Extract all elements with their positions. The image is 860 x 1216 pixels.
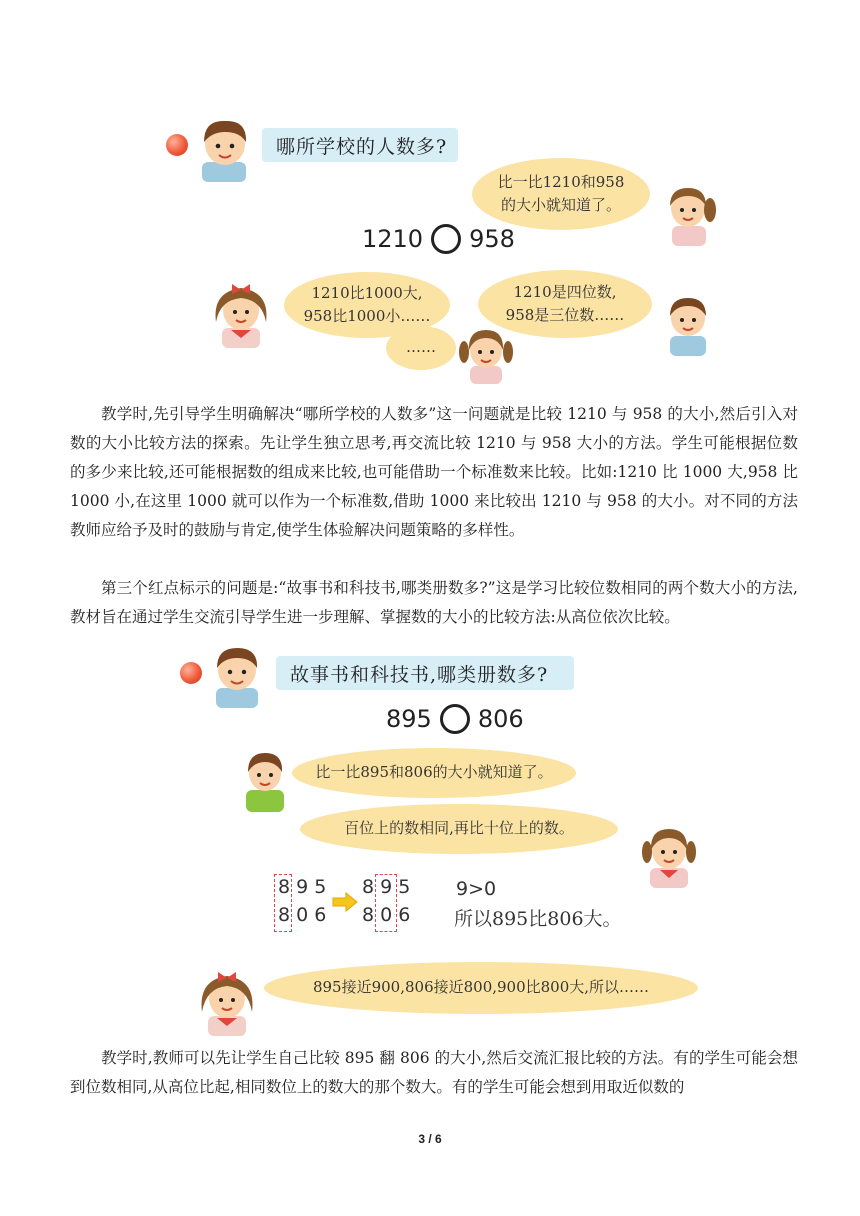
- boy-character-icon: [660, 292, 716, 356]
- result-line-1: 9>0: [456, 878, 497, 900]
- digit-row-bottom: 8 0 6: [278, 904, 327, 926]
- red-dot-icon: [180, 662, 202, 684]
- speech-bubble: 1210比1000大, 958比1000小……: [284, 272, 450, 338]
- question-box-1: [262, 128, 458, 162]
- right-arrow-icon: [332, 892, 358, 912]
- paragraph-2: 第三个红点标示的问题是:“故事书和科技书,哪类册数多?”这是学习比较位数相同的两个数大小的方法,教材旨在通过学生交流引导学生进一步理解、掌握数的大小的比较方法:从高位依次比较。: [70, 579, 798, 626]
- question-box-2: [276, 656, 574, 690]
- question-text: 哪所学校的人数多?: [276, 135, 448, 158]
- speech-bubble: 1210是四位数, 958是三位数……: [478, 270, 652, 338]
- speech-bubble: 百位上的数相同,再比十位上的数。: [300, 804, 618, 854]
- boy-character-icon: [192, 114, 258, 182]
- paragraph-1: 教学时,先引导学生明确解决“哪所学校的人数多”这一问题就是比较 1210 与 958 的大小,然后引入对数的大小比较方法的探索。先让学生独立思考,再交流比较 1210 与 958 大小的方法。学生可能根据位数的多少来比较,还可能根据数的组成来比较,也可能借助一个标准数来比较。比如:1210 比 1000 大,958 比 1000 小,在这里 1000 就可以作为一个标准数,借助 1000 来比较出 1210 与 958 的大小。对不同的方法教师应给予及时的鼓励与肯定,使学生体验解决问题策略的多样性。: [70, 405, 798, 539]
- blank-circle-icon: [431, 224, 461, 254]
- speech-bubble: 比一比895和806的大小就知道了。: [292, 748, 576, 798]
- page-number: 3 / 6: [418, 1132, 442, 1146]
- boy-character-icon: [206, 642, 268, 708]
- blank-circle-icon: [440, 704, 470, 734]
- girl-character-icon: [192, 966, 262, 1036]
- girl-character-icon: [206, 278, 276, 348]
- red-dot-icon: [166, 134, 188, 156]
- question-text: 故事书和科技书,哪类册数多?: [290, 663, 549, 686]
- paragraph-3: 教学时,教师可以先让学生自己比较 895 翻 806 的大小,然后交流汇报比较的方法。有的学生可能会想到位数相同,从高位比起,相同数位上的数大的那个数大。有的学生可能会想到用取近似数的: [70, 1049, 798, 1096]
- girl-character-icon: [660, 180, 718, 246]
- speech-bubble: 比一比1210和958 的大小就知道了。: [472, 158, 650, 230]
- result-line-2: 所以895比806大。: [454, 908, 622, 930]
- digit-row-top: 8 9 5: [278, 876, 327, 898]
- girl-character-icon: [634, 820, 700, 888]
- speech-bubble: ……: [386, 326, 456, 370]
- speech-bubble: 895接近900,806接近800,900比800大,所以……: [264, 962, 698, 1014]
- girl-character-icon: [456, 322, 518, 384]
- comparison-2: 895 806: [386, 705, 524, 733]
- boy-character-icon: [238, 748, 292, 812]
- comparison-1: 1210 958: [362, 225, 515, 253]
- digit-row-top: 8 9 5: [362, 876, 411, 898]
- digit-row-bottom: 8 0 6: [362, 904, 411, 926]
